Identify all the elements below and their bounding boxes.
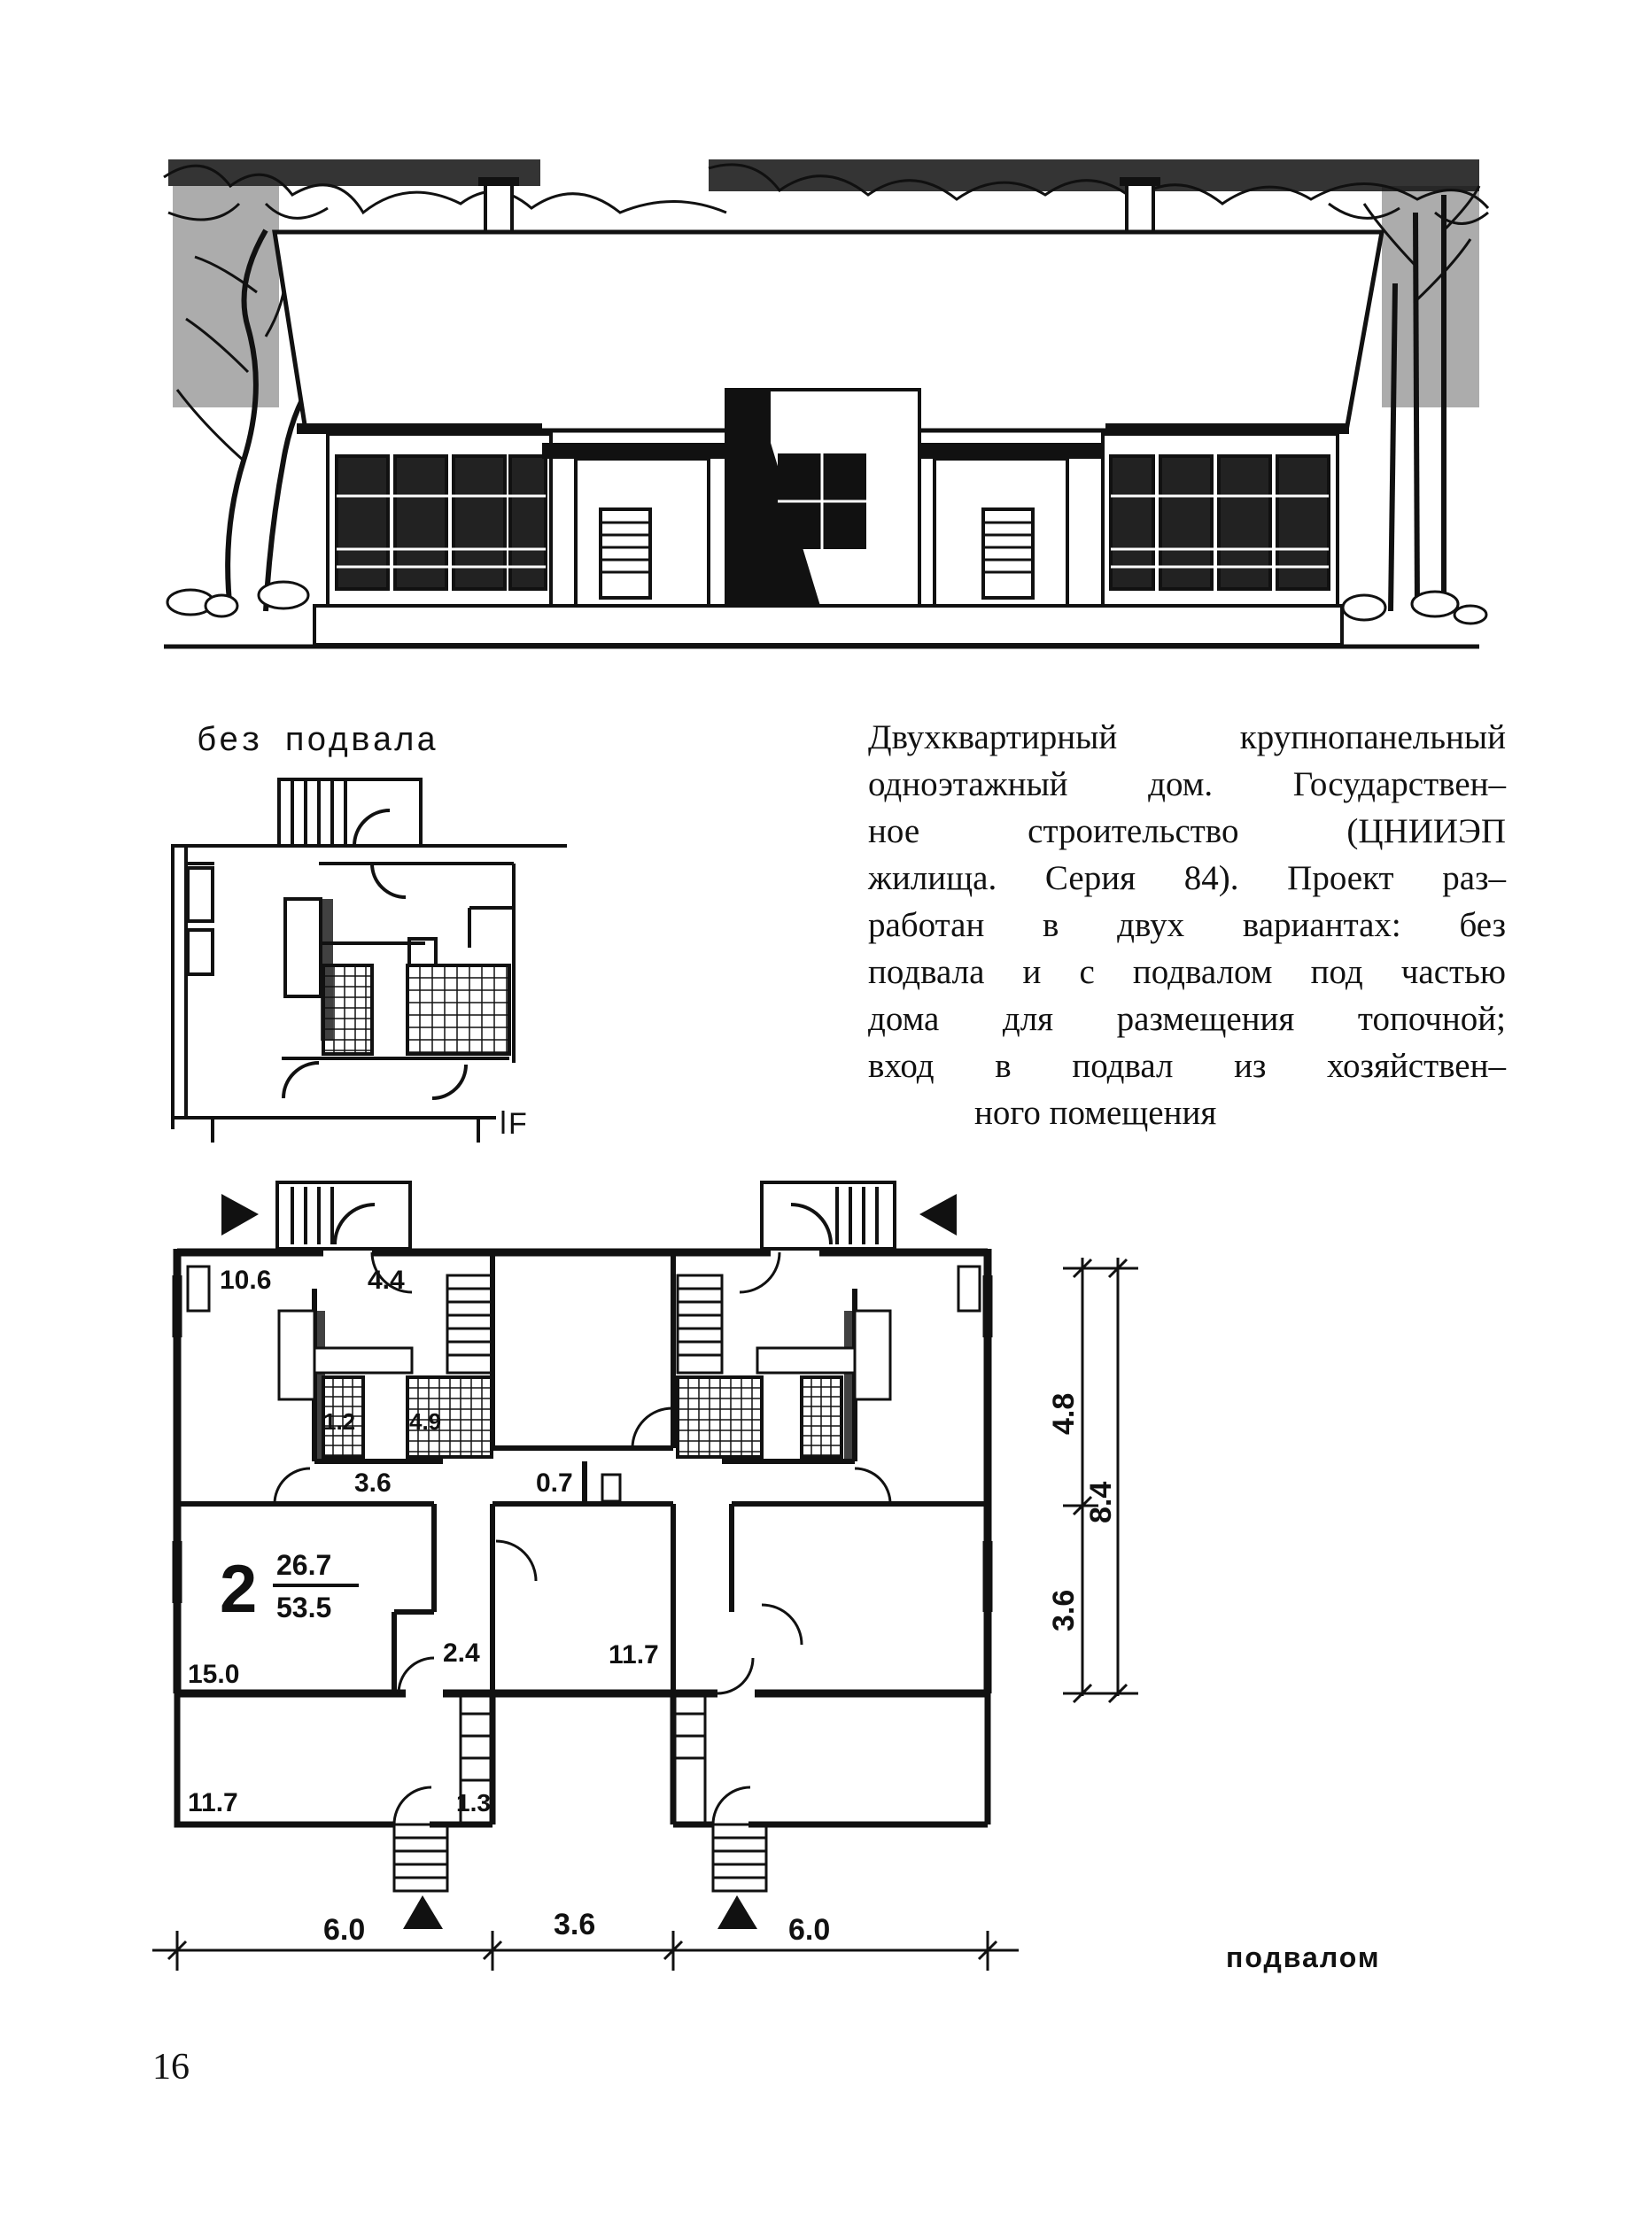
room-area-living: 15.0 bbox=[188, 1660, 240, 1689]
room-area-porch: 1.3 bbox=[456, 1789, 491, 1817]
caption-line: ное строительство (ЦНИИЭП bbox=[868, 812, 1506, 850]
variant-without-basement-label: без подвала bbox=[197, 723, 438, 761]
dim-vertical-total: 8.4 bbox=[1084, 1481, 1118, 1523]
page-number: 16 bbox=[152, 2047, 190, 2088]
dim-horizontal-middle: 3.6 bbox=[554, 1908, 596, 1941]
caption-line: жилища. Серия 84). Проект раз– bbox=[868, 859, 1506, 897]
caption-line: дома для размещения топочной; bbox=[868, 1000, 1506, 1038]
dim-horizontal-left: 6.0 bbox=[323, 1913, 366, 1947]
caption-line: Двухквартирный крупнопанельный bbox=[868, 718, 1506, 756]
room-area-kitchen: 10.6 bbox=[220, 1266, 272, 1295]
entry-arrow-right bbox=[919, 1194, 957, 1236]
variant-with-basement-label: подвалом bbox=[1226, 1941, 1381, 1973]
small-plan-mark: F bbox=[508, 1107, 527, 1141]
room-area-veranda: 11.7 bbox=[188, 1788, 238, 1817]
caption-line: ного помещения bbox=[974, 1094, 1217, 1132]
room-area-bedroom: 11.7 bbox=[609, 1640, 659, 1670]
apartment-total-area: 53.5 bbox=[276, 1592, 332, 1623]
dim-vertical-top: 4.8 bbox=[1047, 1392, 1081, 1435]
caption-line: подвала и с подвалом под частью bbox=[868, 953, 1506, 991]
room-area-lobby: 0.7 bbox=[536, 1468, 573, 1498]
room-area-bath: 1.2 bbox=[323, 1408, 356, 1435]
room-area-hall: 3.6 bbox=[354, 1468, 392, 1498]
apartment-living-area: 26.7 bbox=[276, 1549, 332, 1581]
apartment-rooms: 2 bbox=[220, 1552, 258, 1627]
room-area-utility: 4.4 bbox=[368, 1266, 405, 1295]
vertical-dimensions bbox=[1063, 1258, 1138, 1702]
caption-line: вход в подвал из хозяйствен– bbox=[868, 1047, 1506, 1085]
room-area-wc: 4.9 bbox=[409, 1408, 442, 1435]
caption-line: работан в двух вариантах: без bbox=[868, 906, 1506, 944]
dim-vertical-bottom: 3.6 bbox=[1047, 1589, 1081, 1631]
entry-arrow-bottom-left bbox=[403, 1895, 443, 1929]
entry-arrow-left bbox=[221, 1194, 259, 1236]
room-area-storage: 2.4 bbox=[443, 1639, 480, 1668]
caption-line: одноэтажный дом. Государствен– bbox=[868, 765, 1506, 803]
entry-arrow-bottom-right bbox=[717, 1895, 757, 1929]
dim-horizontal-right: 6.0 bbox=[788, 1913, 831, 1947]
